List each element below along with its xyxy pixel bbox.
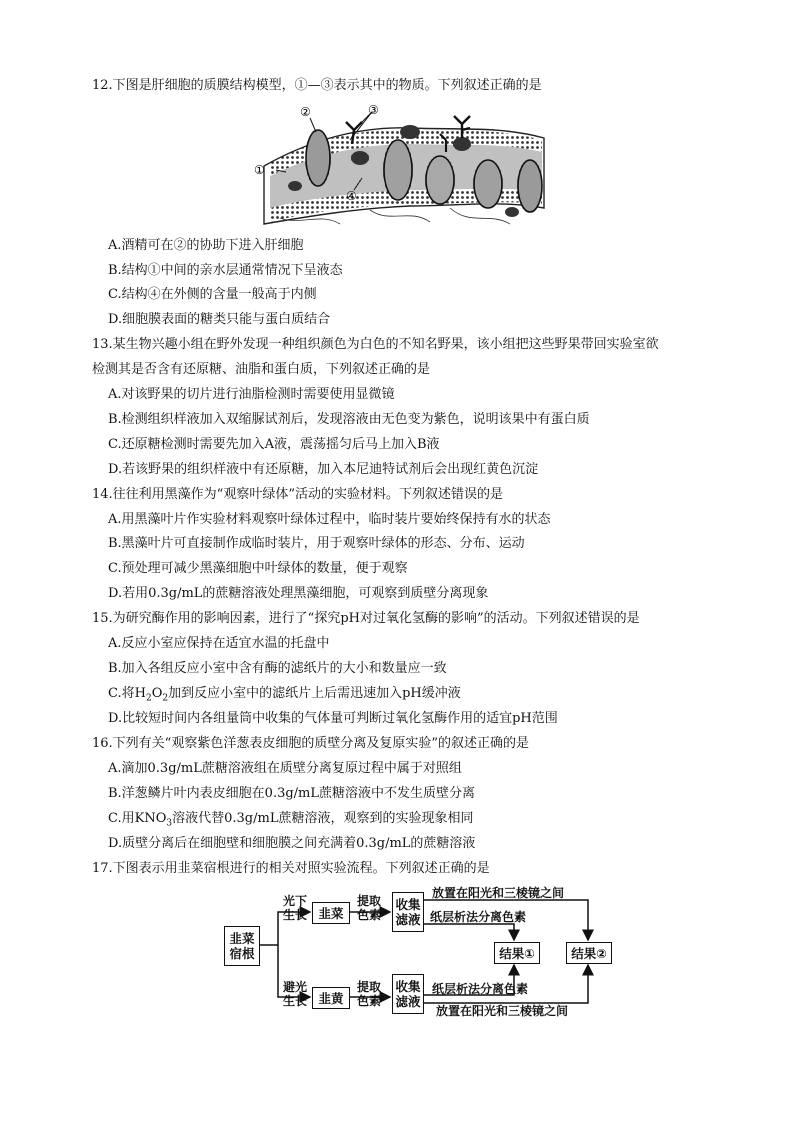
label-4: ④: [346, 189, 357, 203]
q12-option-b: B.结构①中间的亲水层通常情况下呈液态: [108, 263, 343, 278]
label-1: ①: [254, 163, 265, 177]
q13-option-c: C.还原糖检测时需要先加入A液，震荡摇匀后马上加入B液: [108, 437, 440, 452]
label-chromatography-bottom: 纸层析法分离色素: [432, 982, 529, 996]
q13-stem-line2: 检测其是否含有还原糖、油脂和蛋白质，下列叙述正确的是: [92, 362, 431, 377]
label-extract-bottom: 提取色素: [356, 980, 381, 1008]
q15-option-d: D.比较短时间内各组量筒中收集的气体量可判断过氧化氢酶作用的适宜pH范围: [108, 711, 558, 726]
label-2: ②: [300, 105, 311, 119]
q12-option-c: C.结构④在外侧的含量一般高于内侧: [108, 287, 317, 302]
collect-box-bottom: 收集滤液: [392, 974, 424, 1014]
q15-stem: 15.为研究酶作用的影响因素，进行了“探究pH对过氧化氢酶的影响”的活动。下列叙述错误的是: [92, 611, 640, 626]
collect-box-top: 收集滤液: [392, 892, 424, 932]
q16-option-d: D.质壁分离后在细胞壁和细胞膜之间充满着0.3g/mL的蔗糖溶液: [108, 836, 476, 851]
q16-option-a: A.滴加0.3g/mL蔗糖溶液组在质壁分离复原过程中属于对照组: [108, 761, 462, 776]
q16-option-c: C.用$KNO_3$溶液代替0.3g/mL蔗糖溶液，观察到的实验现象相同: [108, 811, 474, 829]
root-box: 韭菜宿根: [224, 926, 260, 966]
q15-option-b: B.加入各组反应小室中含有酶的滤纸片的大小和数量应一致: [108, 661, 447, 676]
q13-option-d: D.若该野果的组织样液中有还原糖，加入本尼迪特试剂后会出现红黄色沉淀: [108, 462, 539, 477]
q15-option-a: A.反应小室应保持在适宜水温的托盘中: [108, 636, 330, 651]
label-sun-prism-top: 放置在阳光和三棱镜之间: [432, 886, 565, 900]
cell-membrane-figure: [250, 100, 550, 230]
q17-stem: 17.下图表示用韭菜宿根进行的相关对照实验流程。下列叙述正确的是: [92, 861, 490, 876]
q15-option-c: C.将$H_2O_2$加到反应小室中的滤纸片上后需迅速加入pH缓冲液: [108, 686, 461, 704]
label-light-growth: 光下生长: [282, 894, 307, 922]
q12-option-a: A.酒精可在②的协助下进入肝细胞: [108, 238, 304, 253]
result1-box: 结果①: [494, 942, 540, 964]
q13-stem-line1: 13.某生物兴趣小组在野外发现一种组织颜色为白色的不知名野果，该小组把这些野果带回实验室欲: [92, 337, 659, 352]
q14-option-d: D.若用0.3g/mL的蔗糖溶液处理黑藻细胞，可观察到质壁分离现象: [108, 586, 489, 601]
chive-box: 韭菜: [312, 902, 350, 924]
q14-option-b: B.黑藻叶片可直接制作成临时装片，用于观察叶绿体的形态、分布、运动: [108, 536, 525, 551]
q14-option-c: C.预处理可减少黑藻细胞中叶绿体的数量，便于观察: [108, 561, 408, 576]
label-dark-growth: 避光生长: [282, 980, 307, 1008]
label-chromatography-top: 纸层析法分离色素: [430, 910, 527, 924]
q12-stem: 12.下图是肝细胞的质膜结构模型，①—③表示其中的物质。下列叙述正确的是: [92, 78, 542, 93]
label-3: ③: [368, 103, 379, 117]
q14-option-a: A.用黑藻叶片作实验材料观察叶绿体过程中，临时装片要始终保持有水的状态: [108, 512, 551, 527]
result2-box: 结果②: [566, 942, 612, 964]
yellow-chive-box: 韭黄: [312, 987, 350, 1009]
q16-option-b: B.洋葱鳞片叶内表皮细胞在0.3g/mL蔗糖溶液中不发生质壁分离: [108, 786, 476, 801]
q13-option-b: B.检测组织样液加入双缩脲试剂后，发现溶液由无色变为紫色，说明该果中有蛋白质: [108, 412, 590, 427]
label-sun-prism-bottom: 放置在阳光和三棱镜之间: [436, 1004, 569, 1018]
label-extract-top: 提取色素: [356, 894, 381, 922]
q12-option-d: D.细胞膜表面的糖类只能与蛋白质结合: [108, 312, 331, 327]
q16-stem: 16.下列有关“观察紫色洋葱表皮细胞的质壁分离及复原实验”的叙述正确的是: [92, 736, 529, 751]
q14-stem: 14.往往利用黑藻作为“观察叶绿体”活动的实验材料。下列叙述错误的是: [92, 487, 503, 502]
q13-option-a: A.对该野果的切片进行油脂检测时需要使用显微镜: [108, 387, 395, 402]
